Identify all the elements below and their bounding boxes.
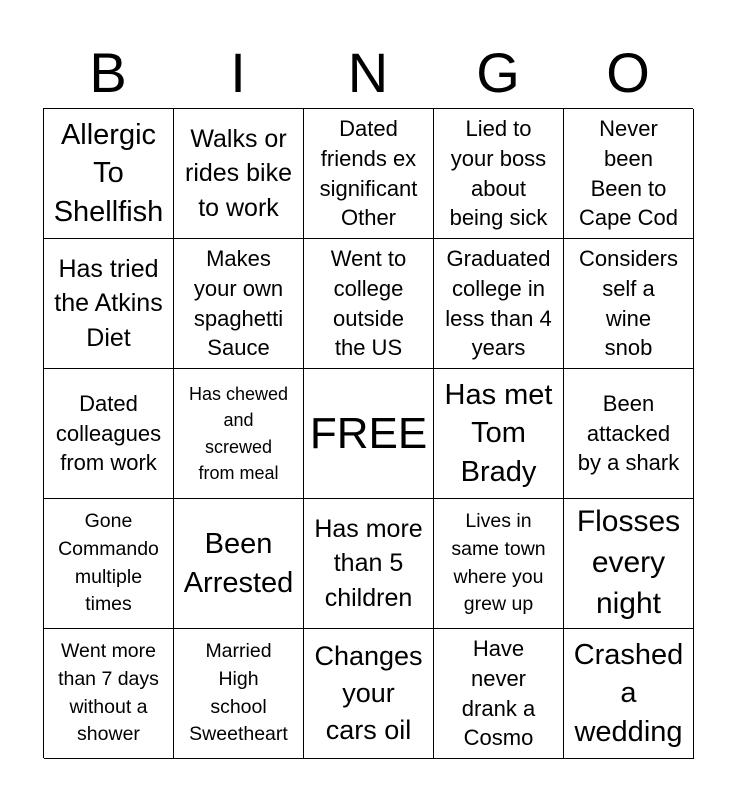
bingo-cell-r3-c1[interactable]: Dated colleagues from work bbox=[44, 369, 174, 499]
bingo-cell-free[interactable]: FREE bbox=[304, 369, 434, 499]
bingo-header bbox=[43, 42, 693, 104]
bingo-cell-r4-c2[interactable]: Been Arrested bbox=[174, 499, 304, 629]
bingo-cell-r4-c5[interactable]: Flosses every night bbox=[564, 499, 694, 629]
bingo-cell-r5-c2[interactable]: Married High school Sweetheart bbox=[174, 629, 304, 759]
bingo-cell-r4-c1[interactable]: Gone Commando multiple times bbox=[44, 499, 174, 629]
bingo-cell-r1-c2[interactable]: Walks or rides bike to work bbox=[174, 109, 304, 239]
bingo-cell-r2-c2[interactable]: Makes your own spaghetti Sauce bbox=[174, 239, 304, 369]
bingo-cell-r2-c4[interactable]: Graduated college in less than 4 years bbox=[434, 239, 564, 369]
bingo-cell-r3-c2[interactable]: Has chewed and screwed from meal bbox=[174, 369, 304, 499]
header-letter-i: I bbox=[230, 41, 246, 104]
bingo-cell-r1-c1[interactable]: Allergic To Shellfish bbox=[44, 109, 174, 239]
bingo-cell-r3-c5[interactable]: Been attacked by a shark bbox=[564, 369, 694, 499]
bingo-cell-r4-c3[interactable]: Has more than 5 children bbox=[304, 499, 434, 629]
header-letter-n: N bbox=[347, 41, 389, 104]
bingo-cell-r4-c4[interactable]: Lives in same town where you grew up bbox=[434, 499, 564, 629]
bingo-cell-r2-c5[interactable]: Considers self a wine snob bbox=[564, 239, 694, 369]
bingo-cell-r1-c3[interactable]: Dated friends ex significant Other bbox=[304, 109, 434, 239]
bingo-cell-r5-c4[interactable]: Have never drank a Cosmo bbox=[434, 629, 564, 759]
header-letter-o: O bbox=[606, 41, 650, 104]
bingo-card bbox=[43, 0, 693, 757]
bingo-cell-r5-c3[interactable]: Changes your cars oil bbox=[304, 629, 434, 759]
bingo-grid bbox=[43, 108, 693, 758]
bingo-cell-r5-c5[interactable]: Crashed a wedding bbox=[564, 629, 694, 759]
bingo-cell-r1-c5[interactable]: Never been Been to Cape Cod bbox=[564, 109, 694, 239]
bingo-cell-r2-c3[interactable]: Went to college outside the US bbox=[304, 239, 434, 369]
bingo-cell-r3-c4[interactable]: Has met Tom Brady bbox=[434, 369, 564, 499]
bingo-cell-r1-c4[interactable]: Lied to your boss about being sick bbox=[434, 109, 564, 239]
header-letter-b: B bbox=[89, 41, 127, 104]
header-letter-g: G bbox=[476, 41, 520, 104]
bingo-cell-r2-c1[interactable]: Has tried the Atkins Diet bbox=[44, 239, 174, 369]
bingo-cell-r5-c1[interactable]: Went more than 7 days without a shower bbox=[44, 629, 174, 759]
